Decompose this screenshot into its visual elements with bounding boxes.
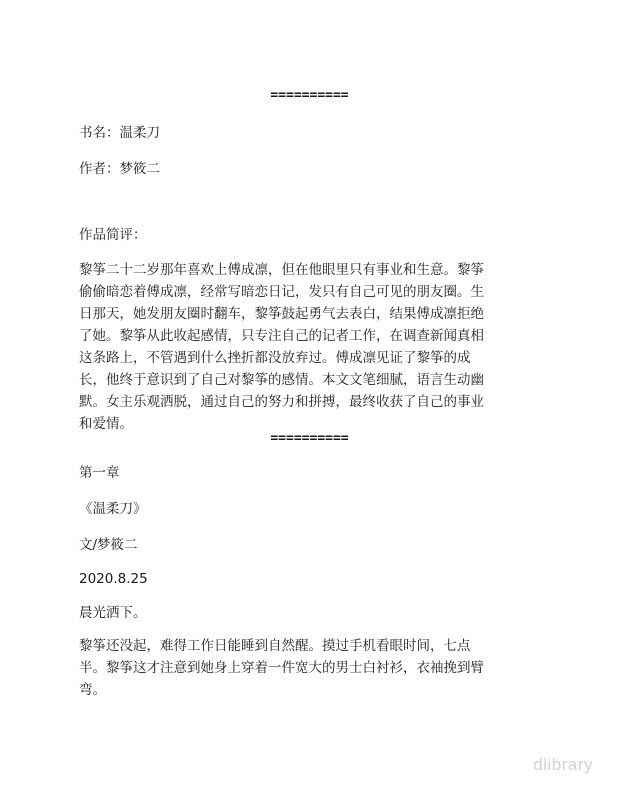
review-line: 这条路上，不管遇到什么挫折都没放弃过。傅成凛见证了黎筝的成 (79, 350, 471, 366)
opening-sentence: 晨光洒下。 (79, 605, 147, 621)
body-line: 半。黎筝这才注意到她身上穿着一件宽大的男士白衬衫，衣袖挽到臂 (79, 660, 484, 676)
book-title: 《温柔刀》 (79, 501, 147, 517)
body-paragraph (79, 635, 547, 701)
publish-date: 2020.8.25 (79, 571, 148, 587)
divider-top: ========== (270, 88, 349, 103)
review-line: 默。女主乐观洒脱，通过自己的努力和拼搏，最终收获了自己的事业 (79, 394, 484, 410)
watermark-logo: dlibrary (533, 755, 593, 774)
review-line: 长，他终于意识到了自己对黎筝的感情。本文文笔细腻，语言生动幽 (79, 372, 484, 388)
review-line: 偷偷暗恋着傅成凛，经常写暗恋日记，发只有自己可见的朋友圈。生 (79, 284, 484, 300)
review-heading: 作品简评： (79, 227, 147, 243)
review-line: 和爱情。 (79, 416, 133, 432)
review-line: 黎筝二十二岁那年喜欢上傅成凛，但在他眼里只有事业和生意。黎筝 (79, 262, 484, 278)
review-paragraph (79, 259, 547, 435)
review-line: 了她。黎筝从此收起感情，只专注自己的记者工作，在调查新闻真相 (79, 328, 484, 344)
body-line: 黎筝还没起，难得工作日能睡到自然醒。摸过手机看眼时间，七点 (79, 638, 471, 654)
body-line: 弯。 (79, 682, 106, 698)
review-line: 日那天，她发朋友圈时翻车，黎筝鼓起勇气去表白，结果傅成凛拒绝 (79, 306, 484, 322)
chapter-heading: 第一章 (79, 465, 120, 481)
book-name: 书名：温柔刀 (79, 125, 160, 141)
divider-middle: ========== (270, 431, 349, 446)
byline: 文/梦筱二 (79, 537, 138, 553)
author-line: 作者：梦筱二 (79, 161, 160, 177)
